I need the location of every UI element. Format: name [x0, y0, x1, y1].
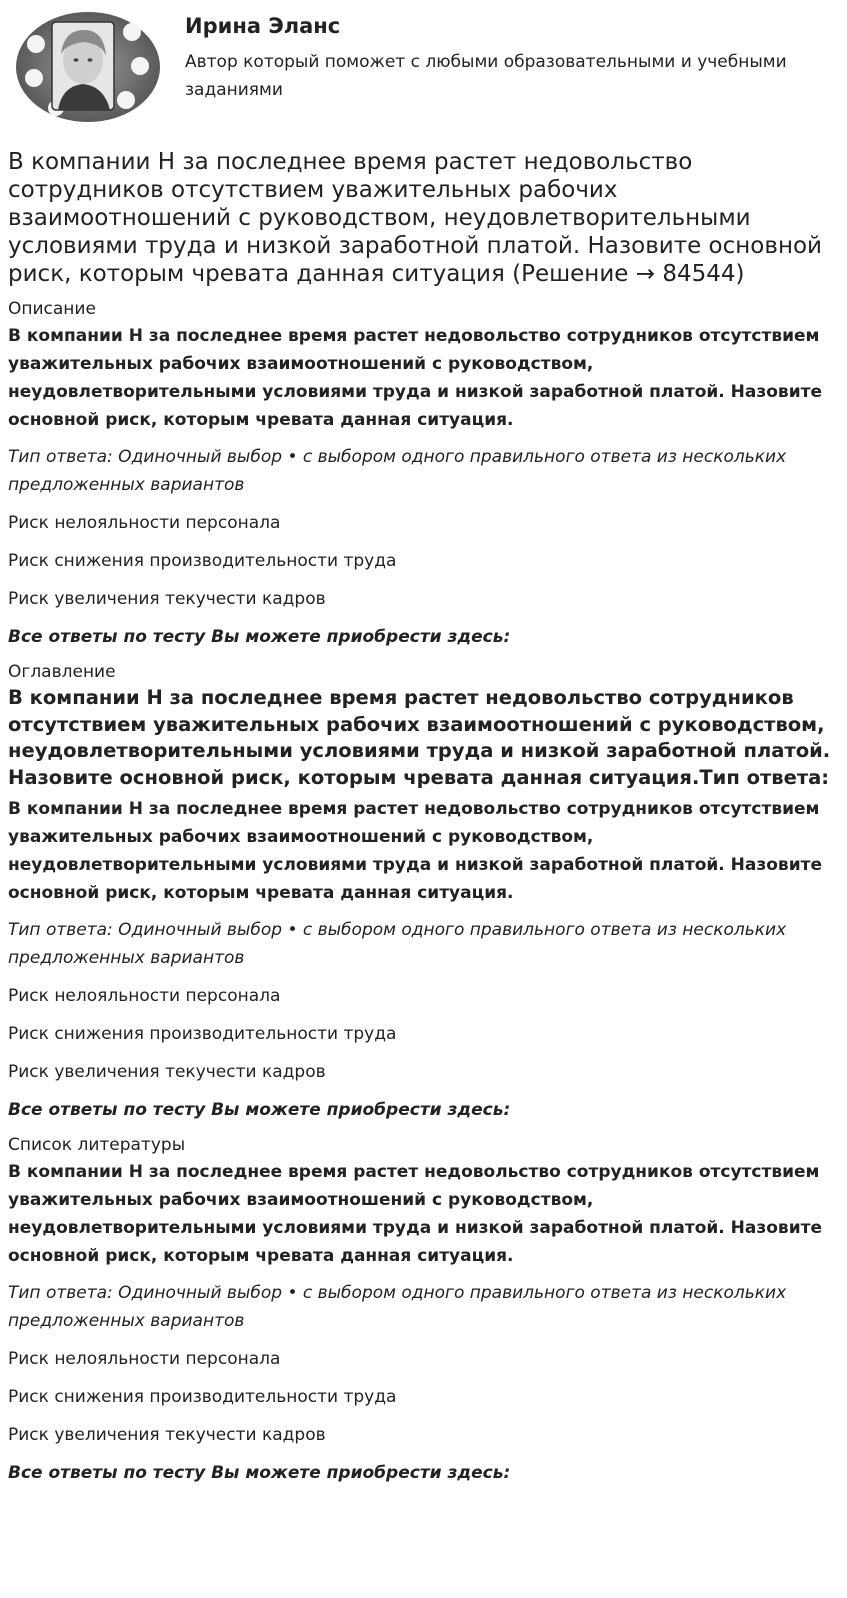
toc-heading: В компании Н за последнее время растет недовольство сотрудников отсутствием уважительных рабочих взаимоотношений с руководством, неудовлетворительными условиями труда и низкой заработной платой. Назовите основной риск, которым чревата данная ситуация.Тип ответа:: [8, 686, 831, 789]
description-section: [8, 296, 839, 651]
author-name[interactable]: Ирина Эланс: [185, 14, 341, 38]
answer-type: Тип ответа: Одиночный выбор • с выбором одного правильного ответа из нескольких предложенных вариантов: [8, 920, 787, 968]
page-title: В компании Н за последнее время растет недовольство сотрудников отсутствием уважительных рабочих взаимоотношений с руководством, неудовлетворительными условиями труда и низкой заработной платой. Назовите основной риск, которым чревата данная ситуация (Решение → 84544): [8, 149, 822, 287]
author-card: [8, 0, 839, 138]
section-label-literature: Список литературы: [8, 1135, 186, 1155]
answer-type: Тип ответа: Одиночный выбор • с выбором одного правильного ответа из нескольких предложенных вариантов: [8, 1283, 787, 1331]
answer-option: Риск нелояльности персонала: [8, 1349, 281, 1369]
answer-option: Риск нелояльности персонала: [8, 986, 281, 1006]
buy-answers-text: Все ответы по тесту Вы можете приобрести здесь:: [8, 1463, 511, 1483]
answer-type: Тип ответа: Одиночный выбор • с выбором одного правильного ответа из нескольких предложенных вариантов: [8, 447, 787, 495]
toc-section: [8, 659, 839, 1124]
section-label-toc: Оглавление: [8, 662, 116, 682]
question-text: В компании Н за последнее время растет недовольство сотрудников отсутствием уважительных рабочих взаимоотношений с руководством, неудовлетворительными условиями труда и низкой заработной платой. Назовите основной риск, которым чревата данная ситуация.: [8, 799, 822, 903]
buy-answers-text: Все ответы по тесту Вы можете приобрести здесь:: [8, 1100, 511, 1120]
author-avatar[interactable]: [14, 8, 162, 126]
answer-option: Риск снижения производительности труда: [8, 1024, 397, 1044]
buy-answers-text: Все ответы по тесту Вы можете приобрести здесь:: [8, 627, 511, 647]
answer-option: Риск нелояльности персонала: [8, 513, 281, 533]
literature-section: [8, 1132, 839, 1487]
answer-option: Риск снижения производительности труда: [8, 1387, 397, 1407]
section-label-description: Описание: [8, 299, 96, 319]
author-bio: Автор который поможет с любыми образовательными и учебными заданиями: [185, 52, 787, 100]
question-text: В компании Н за последнее время растет недовольство сотрудников отсутствием уважительных рабочих взаимоотношений с руководством, неудовлетворительными условиями труда и низкой заработной платой. Назовите основной риск, которым чревата данная ситуация.: [8, 1162, 822, 1266]
answer-option: Риск снижения производительности труда: [8, 551, 397, 571]
question-text: В компании Н за последнее время растет недовольство сотрудников отсутствием уважительных рабочих взаимоотношений с руководством, неудовлетворительными условиями труда и низкой заработной платой. Назовите основной риск, которым чревата данная ситуация.: [8, 326, 822, 430]
answer-option: Риск увеличения текучести кадров: [8, 589, 326, 609]
answer-option: Риск увеличения текучести кадров: [8, 1425, 326, 1445]
answer-option: Риск увеличения текучести кадров: [8, 1062, 326, 1082]
